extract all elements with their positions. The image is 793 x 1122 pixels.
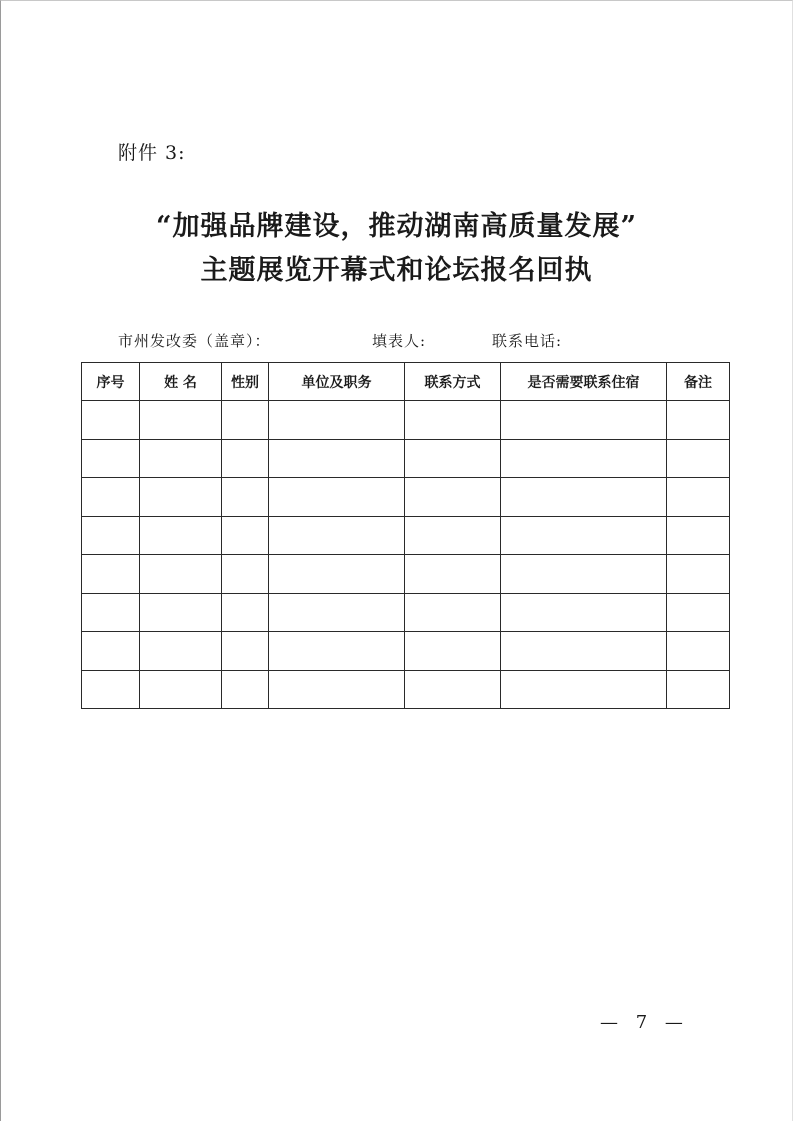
table-cell[interactable] <box>667 555 730 594</box>
table-cell[interactable] <box>269 593 405 632</box>
table-cell[interactable] <box>269 401 405 440</box>
filler-label: 填表人: <box>372 332 427 350</box>
table-cell[interactable] <box>269 439 405 478</box>
table-cell[interactable] <box>667 401 730 440</box>
table-cell[interactable] <box>269 670 405 709</box>
table-cell[interactable] <box>222 401 269 440</box>
table-cell[interactable] <box>82 593 140 632</box>
table-cell[interactable] <box>82 401 140 440</box>
table-cell[interactable] <box>222 478 269 517</box>
table-cell[interactable] <box>222 516 269 555</box>
table-cell[interactable] <box>140 478 222 517</box>
table-row <box>82 478 730 517</box>
table-cell[interactable] <box>501 516 667 555</box>
table-cell[interactable] <box>140 632 222 671</box>
table-cell[interactable] <box>222 632 269 671</box>
header-remarks: 备注 <box>667 363 730 401</box>
header-contact: 联系方式 <box>405 363 501 401</box>
table-cell[interactable] <box>82 516 140 555</box>
table-row <box>82 439 730 478</box>
table-cell[interactable] <box>405 516 501 555</box>
table-row <box>82 670 730 709</box>
table-cell[interactable] <box>667 516 730 555</box>
table-cell[interactable] <box>667 670 730 709</box>
phone-label: 联系电话: <box>492 332 563 350</box>
table-cell[interactable] <box>269 632 405 671</box>
table-cell[interactable] <box>82 632 140 671</box>
table-cell[interactable] <box>667 439 730 478</box>
table-row <box>82 555 730 594</box>
table-cell[interactable] <box>269 478 405 517</box>
table-cell[interactable] <box>501 478 667 517</box>
page-number: — 7 — <box>600 1012 689 1033</box>
table-header-row <box>82 363 730 401</box>
table-cell[interactable] <box>82 478 140 517</box>
table-row <box>82 593 730 632</box>
registration-table <box>81 362 730 709</box>
table-cell[interactable] <box>405 593 501 632</box>
table-cell[interactable] <box>405 478 501 517</box>
document-title-line-2: 主题展览开幕式和论坛报名回执 <box>200 255 593 286</box>
table-cell[interactable] <box>140 439 222 478</box>
unit-stamp-label: 市州发改委（盖章）： <box>118 332 271 350</box>
table-cell[interactable] <box>501 632 667 671</box>
document-title-line-1: “加强品牌建设，推动湖南高质量发展” <box>155 211 638 242</box>
table-cell[interactable] <box>140 401 222 440</box>
table-cell[interactable] <box>140 516 222 555</box>
table-cell[interactable] <box>222 555 269 594</box>
table-cell[interactable] <box>667 593 730 632</box>
table-cell[interactable] <box>82 555 140 594</box>
header-gender: 性别 <box>222 363 269 401</box>
table-cell[interactable] <box>269 516 405 555</box>
table-cell[interactable] <box>405 632 501 671</box>
table-cell[interactable] <box>501 593 667 632</box>
table-cell[interactable] <box>222 593 269 632</box>
table-row <box>82 516 730 555</box>
table-row <box>82 632 730 671</box>
table-cell[interactable] <box>82 670 140 709</box>
table-cell[interactable] <box>501 439 667 478</box>
table-cell[interactable] <box>405 555 501 594</box>
table-cell[interactable] <box>405 670 501 709</box>
header-serial: 序号 <box>82 363 140 401</box>
table-cell[interactable] <box>82 439 140 478</box>
table-cell[interactable] <box>501 670 667 709</box>
attachment-label: 附件 3: <box>118 142 186 164</box>
header-accommodation: 是否需要联系住宿 <box>501 363 667 401</box>
header-unit-position: 单位及职务 <box>269 363 405 401</box>
table-cell[interactable] <box>140 593 222 632</box>
table-cell[interactable] <box>501 401 667 440</box>
table-cell[interactable] <box>140 670 222 709</box>
table-cell[interactable] <box>222 439 269 478</box>
table-cell[interactable] <box>405 401 501 440</box>
table-cell[interactable] <box>667 478 730 517</box>
table-cell[interactable] <box>222 670 269 709</box>
table-cell[interactable] <box>405 439 501 478</box>
table-row <box>82 401 730 440</box>
table-cell[interactable] <box>501 555 667 594</box>
table-cell[interactable] <box>269 555 405 594</box>
table-cell[interactable] <box>140 555 222 594</box>
header-name: 姓 名 <box>140 363 222 401</box>
table-cell[interactable] <box>667 632 730 671</box>
